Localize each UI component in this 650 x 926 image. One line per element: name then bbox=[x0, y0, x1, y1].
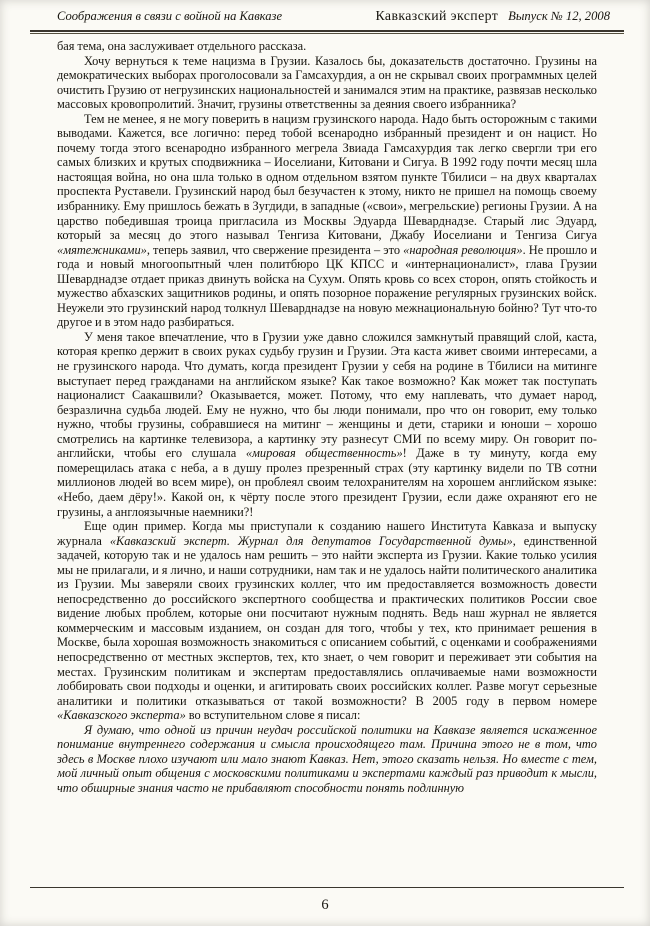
header-rule bbox=[30, 30, 624, 34]
paragraph bbox=[57, 54, 597, 112]
text-run: «мятежниками» bbox=[57, 242, 147, 257]
text-run: , теперь заявил, что свержение президента – это bbox=[146, 242, 404, 257]
text-run: Тем не менее, я не могу поверить в нацизм грузинского народа. Надо быть осторожным с такими выводами. Кажется, все логично: перед тобой всенародно избранный президент и он нацист. Но почему тогда этого всенародно избранного мегрела Звиада Гамсахурдия так легко свергли три его самых близких и крутых сподвижника – Иоселиани, Китовани и Сигуа. В 1992 году почти месяц шла настоящая война, но она шла только в одном отдельном взятом пункте Тбилиси – на двух кварталах проспекта Руставели. Грузинский народ был безучастен к этому, никто не пришел на помощь своему избраннику. Ему пришлось бежать в Зугдиди, в западные («свои», мегрельские) регионы Грузии. А на царство победившая троица пригласила из Москвы Эдуарда Шеварднадзе. Старый лис Эдуард, который за месяц до этого называл Тенгиза Китовани, Джабу Иоселиани и Тенгиза Сигуа bbox=[57, 111, 597, 243]
text-run: «народная революция» bbox=[403, 242, 523, 257]
text-run: «Кавказского эксперта» bbox=[57, 708, 186, 723]
page-number: 6 bbox=[321, 897, 329, 913]
text-run: , единственной задачей, которую так и не удалось нам решить – это найти эксперта из Грузии. Какие только усилия мы не прилагали, и я лично, и наши сотрудники, нам так и не удалось найти политического аналитика из Грузии. Мы заверяли своих грузинских коллег, что им предоставляется возможность довести непосредственно до российского экспертного сообщества и практических политиков России свое видение любых проблем, которые они посчитают нужным поднять. Ведь наш журнал не является коммерческим и массовым изданием, он создан для того, чтобы у тех, кто принимает решения в Москве, была хорошая возможность знакомиться с описанием событий, с оценками и соображениями непосредственно от местных экспертов, тех, кто знает, о чем говорит и переживает эти события на местах. Грузинским политикам и экспертам предоставлялись оплачиваемые нами возможности лоббировать свои подходы и оценки, и агитировать своих российских коллег. Разве могут серьезные аналитики и политики отказываться от такой возможности? В 2005 году в первом номере bbox=[57, 533, 597, 708]
paragraph bbox=[57, 112, 597, 330]
text-run: «Кавказский эксперт. Журнал для депутатов Государственной думы» bbox=[109, 533, 513, 548]
text-run: Еще один пример. Когда мы приступали к созданию нашего Института Кавказа и выпуску журнала bbox=[57, 519, 597, 548]
paragraph bbox=[57, 723, 597, 796]
journal-title: Кавказский эксперт bbox=[375, 8, 499, 23]
text-run: бая тема, она заслуживает отдельного рассказа. bbox=[57, 39, 307, 53]
text-run: У меня такое впечатление, что в Грузии уже давно сложился замкнутый правящий слой, каста, которая крепко держит в своих руках судьбу грузин и Грузии. Эта каста живет своими интересами, а не грузинского народа. Что думать, когда президент Грузии у себя на родине в Тбилиси на митинге выступает перед гражданами на английском языке? Как такое возможно? Как может так поступать националист Саакашвили? Оказывается, может. Потому, что ему наплевать, что думает народ, безразлична судьба людей. Ему не нужно, что бы люди понимали, про что он говорит, ему только нужно, чтобы грузины, собравшиеся на митинг – женщины и дети, старики и юноши – хорошо смотрелись на картинке телевизора, а картинку эту разнесут СМИ по всему миру. Он говорит по-английски, чтобы его слушала bbox=[57, 329, 597, 461]
text-run: во вступительном слове я писал: bbox=[185, 708, 361, 723]
paragraph bbox=[57, 39, 597, 54]
document-body bbox=[57, 39, 597, 881]
page-footer bbox=[0, 896, 650, 914]
footer-rule bbox=[30, 887, 624, 888]
paragraph bbox=[57, 519, 597, 723]
text-run: Хочу вернуться к теме нацизма в Грузии. Казалось бы, доказательств достаточно. Грузины на демократических выборах проголосовали за Гамсахурдия, а он не скрывал своих программных целей очистить Грузию от негрузинских национальностей и занимался этим на практике, развязав несколько массовых кровопролитий. Значит, грузины ответственны за деяния своего избранника? bbox=[57, 53, 597, 112]
text-run: . Не прошло и года и новый многоопытный член политбюро ЦК КПСС и «интернационалист», глава Грузии Шеварднадзе отдает приказ двинуть войска на Сухум. Опять кровь со всех сторон, опять стойкость и мужество абхазских защитников родины, и опять позорное поражение регулярных грузинских войск. Неужели это грузинский народ толкнул Шеварднадзе на новую межнациональную бойню? Тут что-то другое и в этом надо разбираться. bbox=[57, 242, 597, 330]
text-run: ! Даже в ту минуту, когда ему померещилась атака с неба, а в душу пролез презренный страх (эту картинку видели по ТВ сотни миллионов людей во всем мире), он проблеял своим телохранителям на хорошем английском языке: «Небо, даем дёру!». Какой он, к чёрту после этого президент Грузии, если даже охраняют его не грузины, а англоязычные наемники?! bbox=[57, 446, 597, 519]
running-title: Соображения в связи с войной на Кавказе bbox=[57, 9, 283, 23]
issue-label: Выпуск № 12, 2008 bbox=[508, 9, 610, 23]
page-header bbox=[57, 8, 610, 24]
header-right bbox=[376, 8, 610, 24]
text-run: Я думаю, что одной из причин неудач российской политики на Кавказе является искаженное понимание внутреннего содержания и смысла происходящего там. Причина этого не в том, что здесь в Москве плохо изучают или мало знают Кавказ. Нет, этого сказать нельзя. Но вместе с тем, мой личный опыт общения с московскими политиками и экспертами каждый раз приводит к мысли, что обширные знания часто не прибавляют способности понять подлинную bbox=[57, 722, 597, 795]
text-run: «мировая общественность» bbox=[245, 446, 403, 461]
paragraph bbox=[57, 330, 597, 519]
